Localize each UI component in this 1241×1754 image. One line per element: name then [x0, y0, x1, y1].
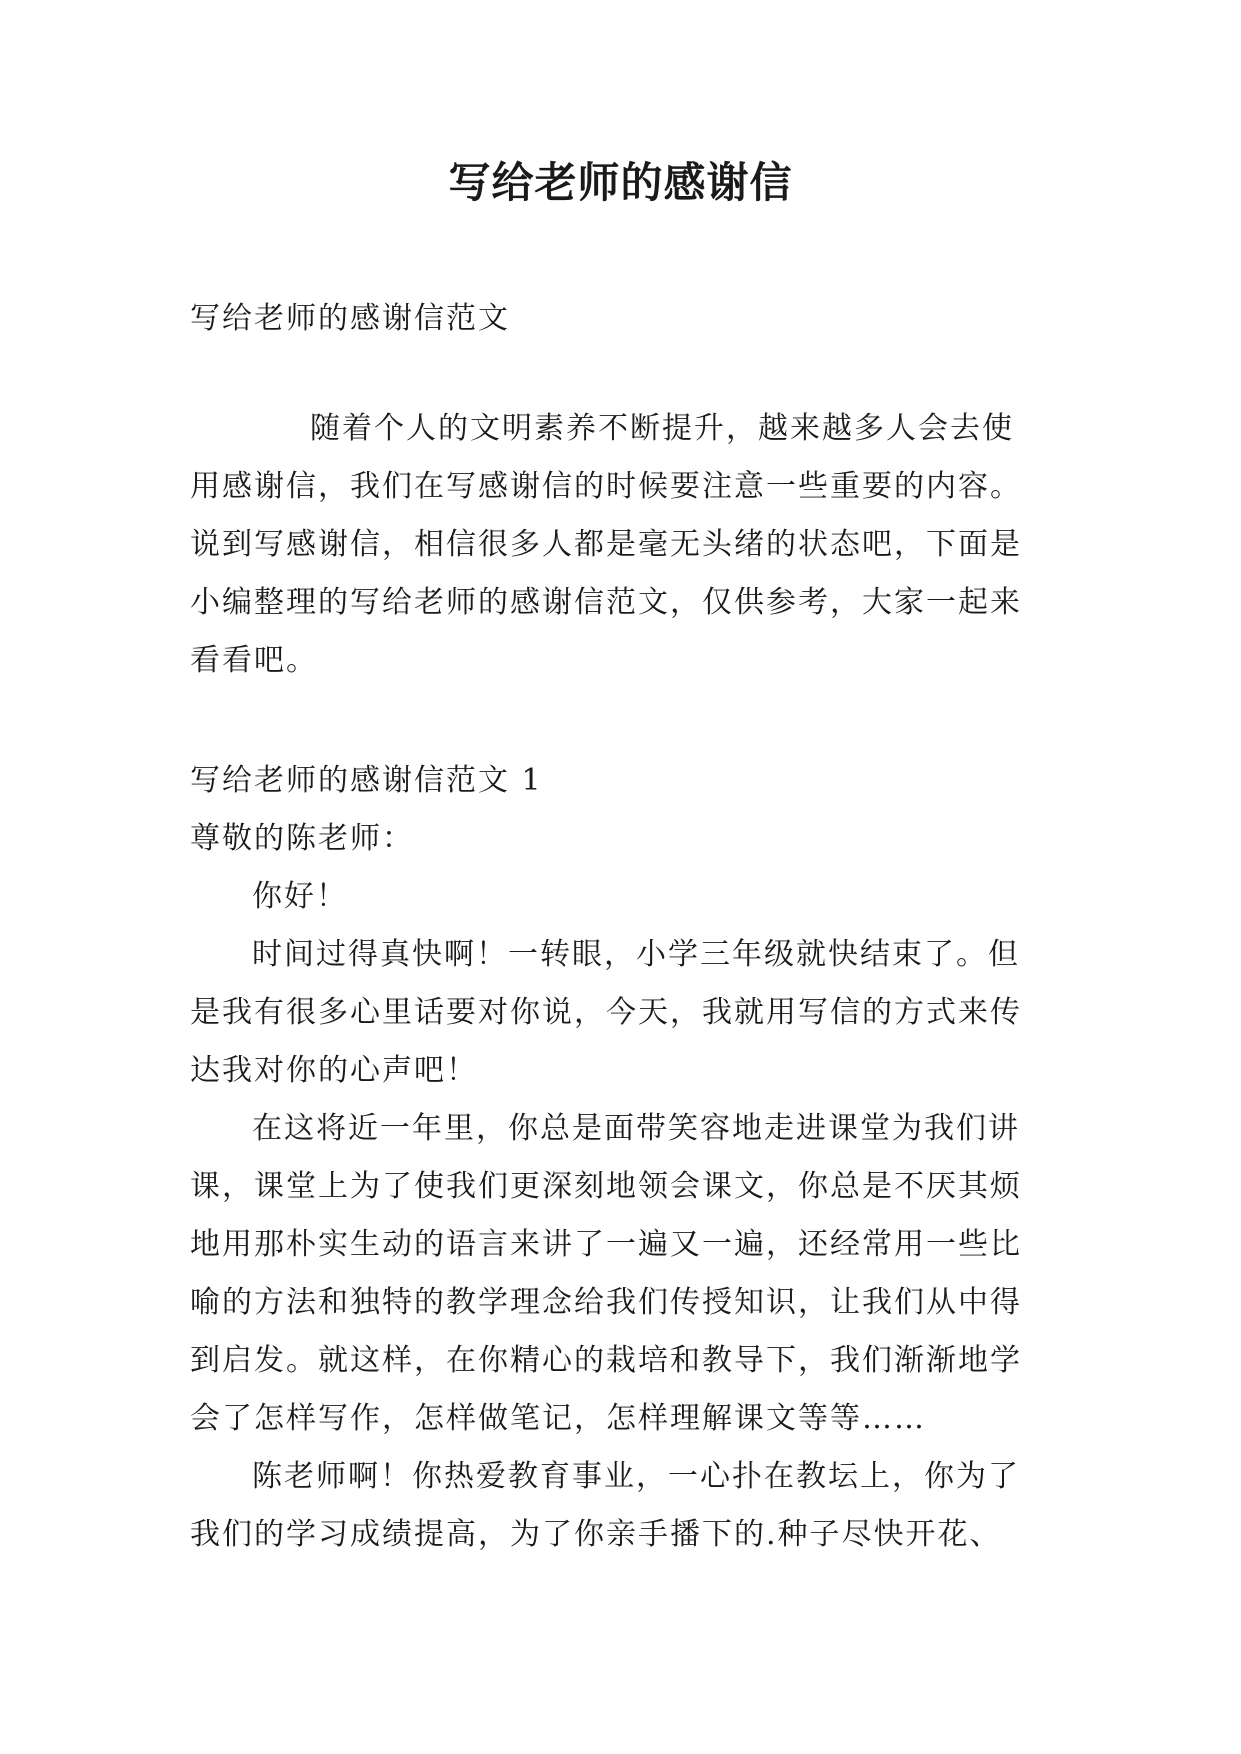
document-subtitle: 写给老师的感谢信范文	[190, 301, 510, 336]
paragraph-line: 时间过得真快啊！一转眼，小学三年级就快结束了。但	[252, 937, 1020, 972]
paragraph-line: 我们的学习成绩提高，为了你亲手播下的.种子尽快开花、	[190, 1517, 1002, 1552]
section-heading: 写给老师的感谢信范文 1	[190, 763, 543, 798]
document-body	[190, 290, 1070, 1564]
paragraph-line: 陈老师啊！你热爱教育事业，一心扑在教坛上，你为了	[252, 1459, 1020, 1494]
paragraph-line: 达我对你的心声吧！	[190, 1053, 478, 1088]
spacer	[190, 690, 1070, 752]
paragraph-line: 课，课堂上为了使我们更深刻地领会课文，你总是不厌其烦	[190, 1169, 1022, 1204]
paragraph-line: 地用那朴实生动的语言来讲了一遍又一遍，还经常用一些比	[190, 1227, 1022, 1262]
paragraph-line: 喻的方法和独特的教学理念给我们传授知识，让我们从中得	[190, 1285, 1022, 1320]
document-title: 写给老师的感谢信	[448, 158, 793, 207]
body-paragraph	[190, 1448, 1070, 1564]
intro-line: 用感谢信，我们在写感谢信的时候要注意一些重要的内容。	[190, 469, 1022, 504]
salutation: 尊敬的陈老师：	[190, 821, 414, 856]
paragraph-line: 在这将近一年里，你总是面带笑容地走进课堂为我们讲	[252, 1111, 1020, 1146]
paragraph-line: 会了怎样写作，怎样做笔记，怎样理解课文等等……	[190, 1401, 926, 1436]
intro-line: 看看吧。	[190, 643, 318, 678]
paragraph-line: 到启发。就这样，在你精心的栽培和教导下，我们渐渐地学	[190, 1343, 1022, 1378]
body-paragraph	[190, 1100, 1070, 1448]
intro-line: 小编整理的写给老师的感谢信范文，仅供参考，大家一起来	[190, 585, 1022, 620]
paragraph-line: 是我有很多心里话要对你说，今天，我就用写信的方式来传	[190, 995, 1022, 1030]
spacer	[190, 348, 1070, 400]
greeting: 你好！	[252, 879, 348, 914]
intro-line: 说到写感谢信，相信很多人都是毫无头绪的状态吧，下面是	[190, 527, 1022, 562]
body-paragraph	[190, 926, 1070, 1100]
intro-line: 随着个人的文明素养不断提升，越来越多人会去使	[310, 411, 1014, 446]
intro-paragraph	[190, 400, 1070, 690]
